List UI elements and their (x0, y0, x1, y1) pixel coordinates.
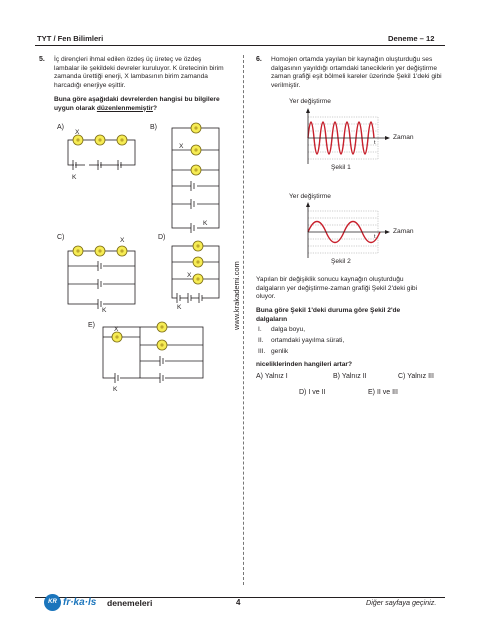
q6-ask: niceliklerinden hangileri artar? (256, 361, 353, 368)
q6-item-list (258, 326, 344, 359)
q6-option-a[interactable]: A) Yalnız I (256, 373, 288, 380)
q6-item-text: genlik (271, 348, 289, 355)
header-title: TYT / Fen Bilimleri (37, 34, 104, 43)
next-page-note: Diğer sayfaya geçiniz. (366, 598, 437, 607)
q6-item-num: I. (258, 326, 262, 333)
q6-number: 6. (256, 56, 262, 63)
label-k: K (72, 174, 77, 181)
page-number: 4 (236, 598, 241, 607)
q6-item-text: dalga boyu, (271, 326, 306, 333)
q5-question-suffix: ? (152, 104, 157, 112)
q6-middle-line: Yapılan bir değişiklik sonucu kaynağın oluşturduğu (256, 276, 404, 283)
side-url: www.krakademi.com (232, 261, 241, 330)
q6-option-c[interactable]: C) Yalnız III (398, 373, 434, 380)
q5-option-d-label[interactable]: D) (158, 234, 166, 241)
q6-item-text: ortamdaki yayılma sürati, (271, 337, 345, 344)
fig1-axis-y-label: Yer değiştirme (289, 98, 331, 105)
q6-bold-line: dalgaların (256, 315, 288, 323)
header-test-number: Deneme – 12 (388, 34, 435, 43)
label-x: X (114, 326, 119, 333)
q5-question-line: Buna göre aşağıdaki devrelerden hangisi bu bilgilere (54, 96, 220, 103)
q5-stem-line: harcadığı enerjiye eşittir. (54, 81, 126, 89)
q5-stem-line: lambalar ile şekildeki devreler kuruluyor. K üretecinin birim (54, 64, 224, 72)
label-x: X (120, 237, 125, 244)
q5-option-a-label[interactable]: A) (57, 124, 64, 131)
fig2-caption: Şekil 2 (331, 258, 351, 265)
q6-stem-line: verilmiştir. (271, 81, 301, 89)
q6-middle (256, 276, 451, 302)
footer-logo-suffix: denemeleri (107, 598, 153, 608)
fig1-caption: Şekil 1 (331, 164, 351, 171)
label-x: X (187, 272, 192, 279)
label-k: K (203, 220, 208, 227)
q5-stem-line: İç dirençleri ihmal edilen özdeş üç üreteç ve özdeş (54, 56, 202, 63)
fig1-axis-x-label: Zaman (393, 134, 414, 141)
q6-middle-line: dalgaların yer değiştirme-zaman grafiği Şekil 2'deki gibi (256, 284, 418, 292)
q6-stem-line: dalgasının yayıldığı ortamdaki taneciklerin yer değiştirme (271, 64, 438, 72)
q5-question-prefix: uygun olarak (54, 104, 97, 112)
q6-stem-line: Homojen ortamda yayılan bir kaynağın oluşturduğu ses (271, 56, 433, 63)
fig1-t-label: t (374, 140, 376, 146)
q5-number: 5. (39, 56, 45, 63)
q5-stem-line: zamanda ürettiği enerji, X lambasının birim zamanda (54, 73, 208, 81)
q6-bold-question (256, 307, 451, 324)
label-k: K (113, 386, 118, 393)
q6-stem-line: zaman grafiği eşit bölmeli kareler üzerinde Şekil 1'deki gibi (271, 73, 442, 81)
q6-middle-line: oluyor. (256, 293, 276, 301)
label-k: K (102, 307, 107, 314)
logo-badge-icon: KR (44, 594, 61, 611)
q6-item-num: III. (258, 348, 266, 355)
q5-option-e-label[interactable]: E) (88, 322, 95, 329)
q6-option-b[interactable]: B) Yalnız II (333, 373, 367, 380)
fig2-axis-x-label: Zaman (393, 228, 414, 235)
q5-option-b-label[interactable]: B) (150, 124, 157, 131)
q6-option-d[interactable]: D) I ve II (299, 389, 326, 396)
label-x: X (75, 129, 80, 136)
label-k: K (177, 304, 182, 311)
fig2-axis-y-label: Yer değiştirme (289, 193, 331, 200)
footer-logo-text: fr·ka·ls (63, 597, 97, 608)
q6-bold-line: Buna göre Şekil 1'deki duruma göre Şekil 2'de (256, 307, 401, 314)
q6-item-num: II. (258, 337, 264, 344)
label-x: X (179, 143, 184, 150)
q6-option-e[interactable]: E) II ve III (368, 389, 398, 396)
q5-option-c-label[interactable]: C) (57, 234, 65, 241)
q5-question-underlined: düzenlenmemiştir (96, 104, 153, 112)
fig2-t-label: t (374, 234, 376, 240)
